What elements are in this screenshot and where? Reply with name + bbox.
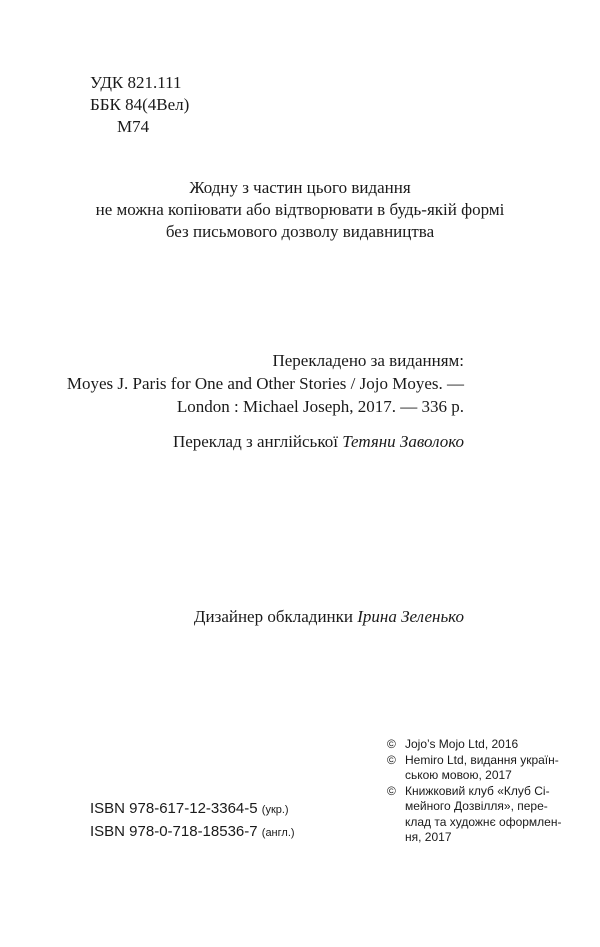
source-citation-line: London : Michael Joseph, 2017. — 336 p. xyxy=(176,397,464,416)
copyright-entry xyxy=(387,753,563,784)
notice-line: не можна копіювати або відтворювати в будь-якій формі xyxy=(95,200,505,219)
translation-credit xyxy=(67,430,464,453)
copyright-notice xyxy=(0,177,600,243)
copyright-symbol: © xyxy=(387,737,396,751)
isbn-language: (укр.) xyxy=(261,804,289,816)
isbn-number: ISBN 978-0-718-18536-7 xyxy=(90,823,258,840)
copyright-entry xyxy=(387,737,563,753)
copyright-line: мейного Дозвілля», пере- xyxy=(405,799,548,813)
copyright-symbol: © xyxy=(387,752,396,767)
isbn-line xyxy=(90,821,295,844)
bbk-index: ББК 84(4Вел) xyxy=(90,95,190,114)
copyright-line: клад та художнє оформлен- xyxy=(405,814,562,829)
notice-line: Жодну з частин цього видання xyxy=(189,178,411,197)
copyright-line: ня, 2017 xyxy=(405,830,452,844)
copyright-line: Hemiro Ltd, видання україн- xyxy=(405,752,559,767)
translation-label: Переклад з англійської xyxy=(172,432,343,451)
isbn-block xyxy=(90,798,295,844)
copyright-line: Jojo’s Mojo Ltd, 2016 xyxy=(405,737,519,751)
copyright-line: ською мовою, 2017 xyxy=(405,768,512,782)
copyright-holders xyxy=(387,737,563,846)
classification-block xyxy=(90,72,189,138)
cover-designer-credit xyxy=(194,606,464,628)
udk-index: УДК 821.111 xyxy=(90,73,182,92)
isbn-line xyxy=(90,798,295,821)
copyright-symbol: © xyxy=(387,783,396,798)
designer-label: Дизайнер обкладинки xyxy=(193,607,358,626)
isbn-language: (англ.) xyxy=(261,827,295,839)
copyright-entry xyxy=(387,784,563,846)
isbn-number: ISBN 978-617-12-3364-5 xyxy=(90,800,258,817)
copyright-line: Книжковий клуб «Клуб Сі- xyxy=(405,783,550,798)
notice-line: без письмового дозволу видавництва xyxy=(165,222,435,241)
source-heading: Перекладено за виданням: xyxy=(272,351,464,370)
source-citation-line: Moyes J. Paris for One and Other Stories / Jojo Moyes. — xyxy=(66,374,464,393)
source-edition-block xyxy=(67,349,464,453)
designer-name: Ірина Зеленько xyxy=(357,607,464,626)
translator-name: Тетяни Заволоко xyxy=(342,432,464,451)
author-mark: М74 xyxy=(117,117,150,136)
